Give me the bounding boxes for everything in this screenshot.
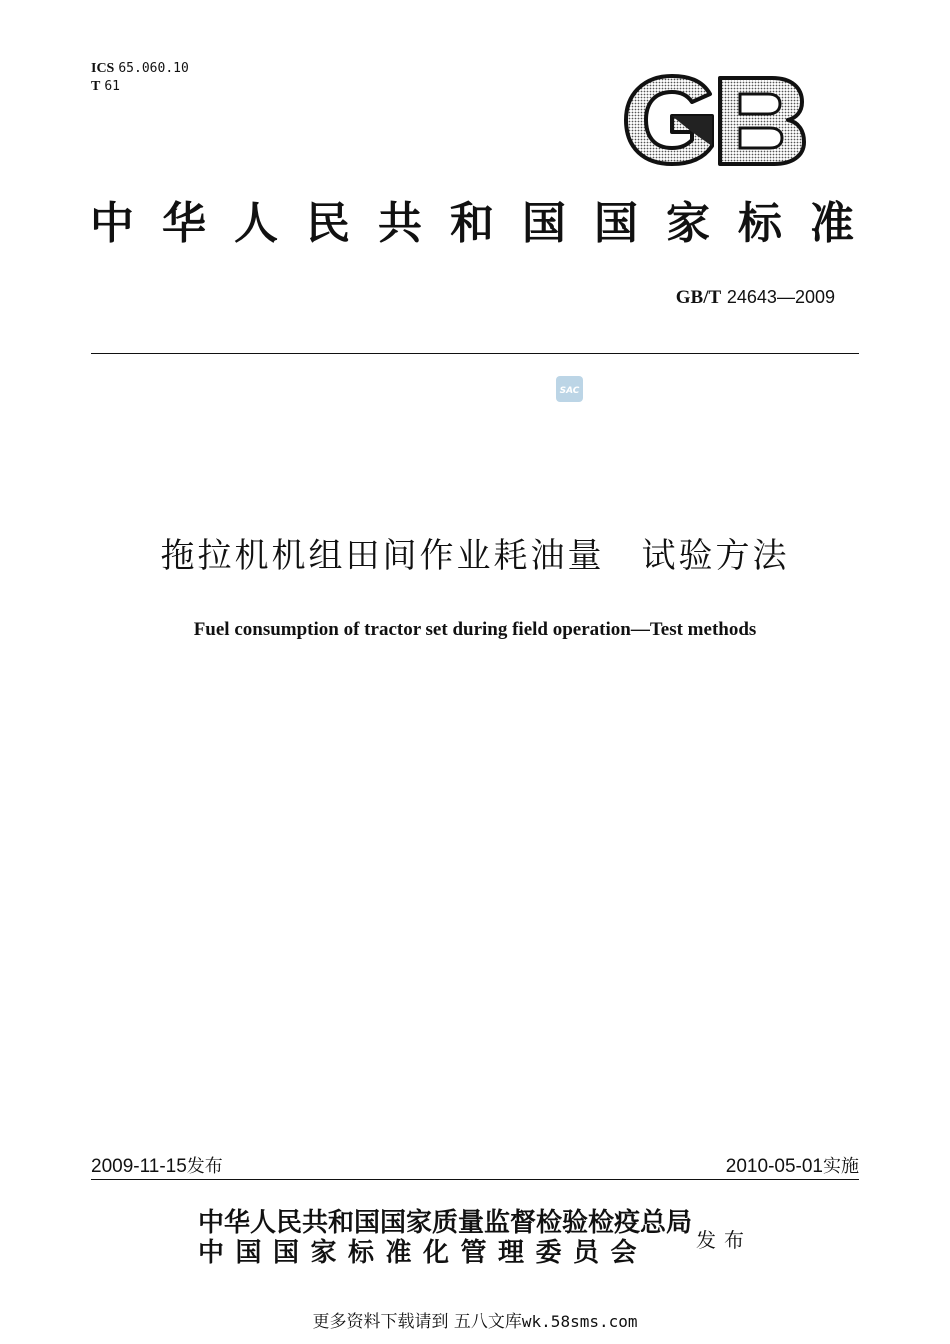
published-date-label: 发布 [186,1156,223,1177]
publisher-sac: 中国国家标准化管理委员会 [198,1238,649,1268]
top-divider [91,353,859,354]
standard-prefix: GB/T [675,287,722,308]
svg-text:SAC: SAC [559,386,580,396]
t-label: T [91,79,101,94]
footer-text: 更多资料下载请到 五八文库 [312,1312,522,1332]
effective-date [726,1152,859,1178]
classification-codes [91,60,189,96]
document-title-zh: 拖拉机机组田间作业耗油量 试验方法 [160,536,790,576]
published-date [91,1152,223,1178]
issue-label: 发布 [696,1228,752,1252]
national-standard-title: 中华人民共和国国家标准 [90,198,860,249]
gb-logo-icon [622,72,808,168]
sac-watermark-icon [556,376,583,402]
bottom-divider [91,1179,859,1180]
ics-label: ICS [91,61,115,76]
ics-code: 65.060.10 [118,61,189,76]
effective-date-label: 实施 [823,1156,859,1177]
footer-url[interactable]: wk.58sms.com [521,1312,638,1331]
t-code: 61 [104,79,120,94]
ics-row [91,60,189,78]
footer-note [0,1307,950,1332]
publishers [198,1208,692,1268]
publisher-aqsiq: 中华人民共和国国家质量监督检验检疫总局 [198,1208,693,1238]
standard-number [676,287,835,309]
effective-date-value: 2010-05-01 [725,1156,823,1177]
t-row [91,78,189,96]
document-title-en: Fuel consumption of tractor set during field operation—Test methods [193,619,757,640]
standard-code: 24643—2009 [726,287,835,307]
published-date-value: 2009-11-15 [91,1156,187,1177]
